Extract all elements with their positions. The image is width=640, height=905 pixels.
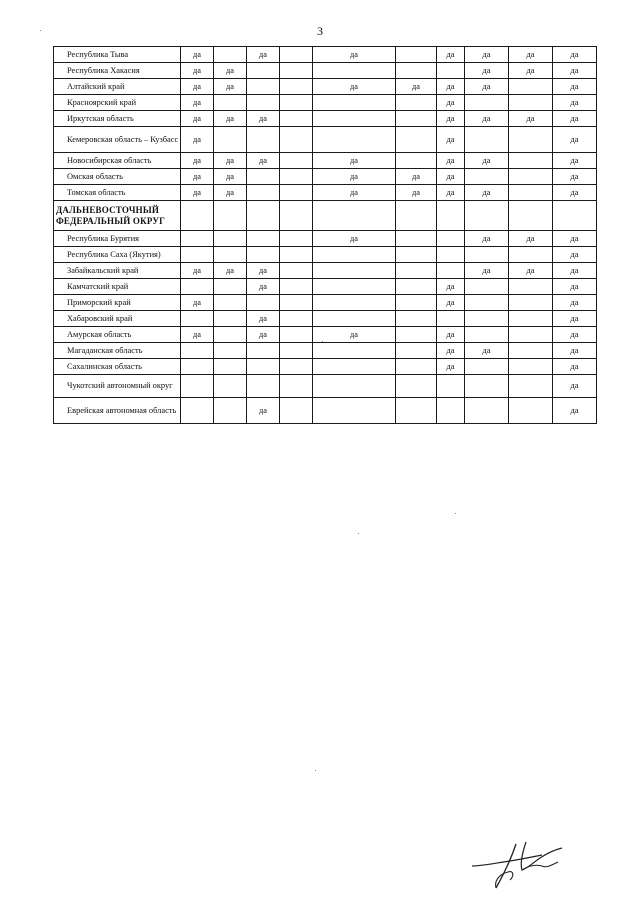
table-cell — [247, 375, 280, 398]
table-cell: да — [553, 311, 597, 327]
table-cell — [214, 201, 247, 231]
table-cell — [181, 201, 214, 231]
table-cell: да — [214, 153, 247, 169]
table-cell — [396, 263, 437, 279]
table-cell — [280, 295, 313, 311]
table-cell — [313, 127, 396, 153]
table-row — [54, 247, 597, 263]
table-cell — [313, 63, 396, 79]
table-cell: да — [396, 169, 437, 185]
table-cell — [247, 343, 280, 359]
table-cell — [247, 63, 280, 79]
table-cell — [181, 359, 214, 375]
section-header-row — [54, 201, 597, 231]
table-cell — [247, 127, 280, 153]
table-cell: да — [247, 398, 280, 424]
table-cell: да — [214, 169, 247, 185]
table-cell — [396, 359, 437, 375]
table-cell — [280, 185, 313, 201]
table-cell — [313, 311, 396, 327]
table-cell — [437, 231, 465, 247]
table-cell — [509, 201, 553, 231]
table-cell — [280, 153, 313, 169]
table-cell — [181, 375, 214, 398]
table-cell — [509, 295, 553, 311]
region-name: Забайкальский край — [54, 263, 181, 279]
table-cell — [214, 127, 247, 153]
table-cell: да — [437, 111, 465, 127]
scan-speck — [455, 513, 456, 514]
table-cell: да — [214, 79, 247, 95]
table-cell: да — [214, 185, 247, 201]
table-cell: да — [313, 47, 396, 63]
table-cell — [437, 398, 465, 424]
table-cell: да — [181, 153, 214, 169]
table-cell: да — [313, 231, 396, 247]
table-cell: да — [465, 63, 509, 79]
table-cell: да — [181, 95, 214, 111]
table-cell — [396, 343, 437, 359]
table-cell — [465, 95, 509, 111]
table-cell — [247, 79, 280, 95]
table-cell: да — [553, 79, 597, 95]
table-cell — [280, 63, 313, 79]
table-cell — [509, 127, 553, 153]
table-cell: да — [437, 279, 465, 295]
table-cell — [509, 375, 553, 398]
region-name: Омская область — [54, 169, 181, 185]
table-row — [54, 111, 597, 127]
table-cell: да — [396, 79, 437, 95]
table-cell — [280, 95, 313, 111]
table-cell — [396, 295, 437, 311]
table-cell — [509, 279, 553, 295]
table-cell: да — [181, 169, 214, 185]
table-cell — [280, 201, 313, 231]
table-cell — [509, 327, 553, 343]
table-cell — [280, 169, 313, 185]
table-cell — [465, 127, 509, 153]
table-cell — [214, 311, 247, 327]
table-row — [54, 279, 597, 295]
region-name: Чукотский автономный округ — [54, 375, 181, 398]
table-cell — [465, 327, 509, 343]
table-cell: да — [247, 327, 280, 343]
region-name: Амурская область — [54, 327, 181, 343]
table-cell: да — [181, 47, 214, 63]
table-row — [54, 153, 597, 169]
table-cell — [247, 169, 280, 185]
table-cell — [396, 47, 437, 63]
table-cell: да — [509, 231, 553, 247]
table-cell — [280, 375, 313, 398]
table-cell — [509, 79, 553, 95]
table-cell — [396, 375, 437, 398]
table-cell: да — [313, 185, 396, 201]
region-name: Новосибирская область — [54, 153, 181, 169]
table-cell — [214, 95, 247, 111]
table-cell: да — [181, 111, 214, 127]
region-name: Красноярский край — [54, 95, 181, 111]
table-cell — [465, 295, 509, 311]
table-cell: да — [465, 343, 509, 359]
table-cell — [181, 247, 214, 263]
table-row — [54, 95, 597, 111]
table-cell: да — [553, 263, 597, 279]
table-cell: да — [465, 263, 509, 279]
table-cell — [181, 311, 214, 327]
table-cell — [509, 185, 553, 201]
table-cell — [396, 201, 437, 231]
region-name: Республика Хакасия — [54, 63, 181, 79]
table-cell — [465, 359, 509, 375]
table-cell: да — [313, 327, 396, 343]
table-cell: да — [214, 263, 247, 279]
table-row — [54, 185, 597, 201]
table-cell — [509, 359, 553, 375]
table-cell: да — [181, 127, 214, 153]
table-cell — [247, 359, 280, 375]
table-cell: да — [553, 247, 597, 263]
table-cell — [280, 343, 313, 359]
regions-table — [53, 46, 597, 424]
table-row — [54, 359, 597, 375]
table-cell — [280, 47, 313, 63]
table-cell — [465, 201, 509, 231]
table-cell — [280, 279, 313, 295]
table-cell: да — [465, 79, 509, 95]
region-name: Алтайский край — [54, 79, 181, 95]
scan-speck — [40, 30, 41, 31]
table-cell: да — [553, 127, 597, 153]
table-row — [54, 398, 597, 424]
table-cell — [437, 63, 465, 79]
region-name: Магаданская область — [54, 343, 181, 359]
table-cell — [280, 79, 313, 95]
table-cell: да — [313, 153, 396, 169]
table-cell — [247, 231, 280, 247]
table-row — [54, 295, 597, 311]
region-name: Кемеровская область – Кузбасс — [54, 127, 181, 153]
table-cell — [313, 375, 396, 398]
table-cell: да — [553, 63, 597, 79]
table-cell — [280, 311, 313, 327]
table-cell: да — [553, 185, 597, 201]
table-cell — [509, 311, 553, 327]
table-cell — [247, 295, 280, 311]
region-name: Камчатский край — [54, 279, 181, 295]
table-cell: да — [553, 359, 597, 375]
table-cell: да — [553, 375, 597, 398]
table-cell: да — [181, 295, 214, 311]
table-cell — [465, 247, 509, 263]
table-cell: да — [465, 185, 509, 201]
table-cell — [396, 231, 437, 247]
table-cell — [437, 201, 465, 231]
table-cell — [214, 295, 247, 311]
table-row — [54, 127, 597, 153]
table-cell: да — [465, 47, 509, 63]
table-cell: да — [313, 79, 396, 95]
table-cell: да — [553, 169, 597, 185]
table-cell: да — [437, 169, 465, 185]
table-cell — [214, 47, 247, 63]
table-cell: да — [437, 185, 465, 201]
table-cell: да — [553, 153, 597, 169]
table-cell: да — [465, 153, 509, 169]
table-cell — [396, 279, 437, 295]
table-cell — [313, 247, 396, 263]
table-cell: да — [214, 63, 247, 79]
table-cell: да — [396, 185, 437, 201]
table-cell — [214, 359, 247, 375]
table-cell — [313, 398, 396, 424]
table-row — [54, 47, 597, 63]
table-cell — [437, 375, 465, 398]
table-row — [54, 327, 597, 343]
table-row — [54, 169, 597, 185]
table-row — [54, 311, 597, 327]
table-row — [54, 231, 597, 247]
table-cell: да — [181, 327, 214, 343]
table-cell — [313, 359, 396, 375]
table-cell — [247, 247, 280, 263]
handwritten-signature — [470, 836, 565, 891]
table-cell — [396, 311, 437, 327]
region-name: Хабаровский край — [54, 311, 181, 327]
table-cell — [396, 127, 437, 153]
table-cell: да — [437, 127, 465, 153]
table-cell: да — [553, 231, 597, 247]
table-cell: да — [437, 79, 465, 95]
table-cell: да — [465, 231, 509, 247]
table-row — [54, 79, 597, 95]
table-cell: да — [247, 47, 280, 63]
table-cell: да — [247, 111, 280, 127]
page-number: 3 — [317, 24, 323, 38]
table-cell: да — [437, 327, 465, 343]
table-cell — [313, 295, 396, 311]
region-name: Республика Саха (Якутия) — [54, 247, 181, 263]
region-name: Республика Бурятия — [54, 231, 181, 247]
table-cell — [280, 327, 313, 343]
table-cell: да — [214, 111, 247, 127]
scan-speck — [315, 770, 316, 771]
table-cell — [247, 201, 280, 231]
scan-speck — [358, 533, 359, 534]
table-cell — [509, 398, 553, 424]
table-cell: да — [553, 295, 597, 311]
table-cell: да — [437, 359, 465, 375]
table-cell: да — [437, 95, 465, 111]
table-cell: да — [247, 279, 280, 295]
region-name: Сахалинская область — [54, 359, 181, 375]
table-cell — [437, 263, 465, 279]
table-cell — [465, 169, 509, 185]
table-cell: да — [509, 47, 553, 63]
table-cell — [396, 111, 437, 127]
table-row — [54, 343, 597, 359]
table-cell: да — [509, 111, 553, 127]
table-cell — [280, 247, 313, 263]
region-name: Еврейская автономная область — [54, 398, 181, 424]
table-cell — [313, 279, 396, 295]
table-cell: да — [181, 79, 214, 95]
table-cell — [396, 398, 437, 424]
table-cell — [465, 398, 509, 424]
table-cell — [509, 153, 553, 169]
table-cell — [396, 247, 437, 263]
region-name: Приморский край — [54, 295, 181, 311]
table-cell: да — [437, 153, 465, 169]
table-cell — [396, 153, 437, 169]
table-cell — [437, 311, 465, 327]
table-row — [54, 375, 597, 398]
table-cell — [214, 327, 247, 343]
table-cell: да — [553, 327, 597, 343]
table-cell — [280, 231, 313, 247]
table-cell — [181, 343, 214, 359]
table-cell — [396, 327, 437, 343]
table-cell: да — [509, 263, 553, 279]
table-cell — [313, 111, 396, 127]
table-cell — [553, 201, 597, 231]
section-title: ДАЛЬНЕВОСТОЧНЫЙ ФЕДЕРАЛЬНЫЙ ОКРУГ — [54, 201, 181, 231]
table-cell: да — [437, 295, 465, 311]
table-cell — [437, 247, 465, 263]
region-name: Республика Тыва — [54, 47, 181, 63]
table-row — [54, 63, 597, 79]
table-cell — [313, 95, 396, 111]
table-cell — [214, 231, 247, 247]
table-cell: да — [553, 343, 597, 359]
table-cell: да — [509, 63, 553, 79]
table-cell — [214, 279, 247, 295]
table-cell: да — [553, 279, 597, 295]
table-cell — [214, 247, 247, 263]
table-cell — [396, 63, 437, 79]
table-cell — [181, 231, 214, 247]
table-cell — [280, 398, 313, 424]
table-cell — [509, 169, 553, 185]
table-cell: да — [553, 95, 597, 111]
table-cell: да — [247, 263, 280, 279]
table-cell — [280, 127, 313, 153]
table-row — [54, 263, 597, 279]
scan-speck — [322, 341, 323, 342]
table-cell: да — [181, 185, 214, 201]
table-cell: да — [465, 111, 509, 127]
region-name: Томская область — [54, 185, 181, 201]
table-cell — [247, 95, 280, 111]
table-cell — [313, 263, 396, 279]
table-cell — [313, 201, 396, 231]
table-cell — [247, 185, 280, 201]
table-cell — [181, 279, 214, 295]
table-cell: да — [181, 263, 214, 279]
table-cell: да — [553, 398, 597, 424]
table-cell: да — [553, 111, 597, 127]
table-cell: да — [437, 47, 465, 63]
table-cell — [509, 247, 553, 263]
table-cell — [313, 343, 396, 359]
table-cell: да — [247, 153, 280, 169]
table-cell — [214, 343, 247, 359]
table-cell — [509, 95, 553, 111]
table-cell: да — [181, 63, 214, 79]
table-cell — [465, 375, 509, 398]
region-name: Иркутская область — [54, 111, 181, 127]
table-cell — [181, 398, 214, 424]
table-cell — [465, 279, 509, 295]
table-cell — [509, 343, 553, 359]
table-cell: да — [553, 47, 597, 63]
table-cell — [280, 111, 313, 127]
table-cell: да — [437, 343, 465, 359]
table-cell — [280, 359, 313, 375]
table-cell: да — [313, 169, 396, 185]
table-body — [54, 47, 597, 424]
table-cell — [396, 95, 437, 111]
table-cell — [465, 311, 509, 327]
table-cell — [214, 398, 247, 424]
table-cell: да — [247, 311, 280, 327]
table-cell — [280, 263, 313, 279]
table-cell — [214, 375, 247, 398]
